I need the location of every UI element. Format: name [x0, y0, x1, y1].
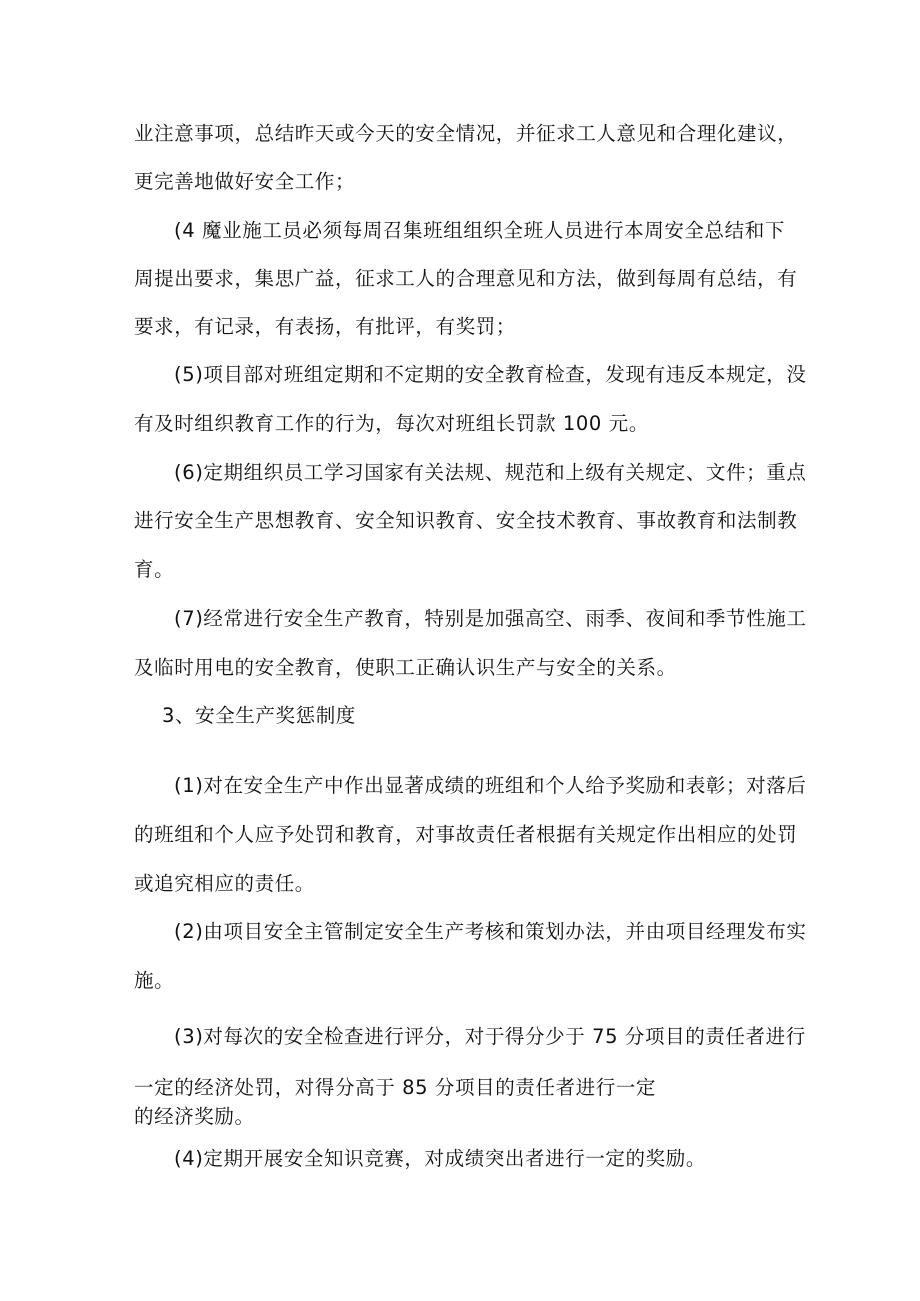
text-line-19: (3)对每次的安全检查进行评分，对于得分少于 75 分项目的责任者进行: [174, 1025, 806, 1048]
text-line-14: (1)对在安全生产中作出显著成绩的班组和个人给予奖励和表彰；对落后: [174, 774, 807, 797]
text-line-11: (7)经常进行安全生产教育，特别是加强高空、雨季、夜间和季节性施工: [174, 607, 807, 630]
text-line-4: 周提出要求，集思广益，征求工人的合理意见和方法，做到每周有总结，有: [134, 267, 798, 290]
text-line-3: (4 魔业施工员必须每周召集班组组织全班人员进行本周安全总结和下: [174, 219, 785, 242]
text-line-20: 一定的经济处罚，对得分高于 85 分项目的责任者进行一定: [134, 1076, 657, 1099]
text-line-5: 要求，有记录，有表扬，有批评，有奖罚；: [134, 315, 516, 338]
section-heading: 3、安全生产奖惩制度: [162, 704, 356, 727]
text-line-22: (4)定期开展安全知识竞赛，对成绩突出者进行一定的奖励。: [174, 1147, 706, 1170]
text-line-2: 更完善地做好安全工作；: [134, 170, 356, 193]
text-line-10: 育。: [134, 558, 175, 581]
text-line-6: (5)项目部对班组定期和不定期的安全教育检查，发现有违反本规定，没: [174, 363, 807, 386]
text-line-8: (6)定期组织员工学习国家有关法规、规范和上级有关规定、文件；重点: [174, 461, 807, 484]
text-line-12: 及临时用电的安全教育，使职工正确认识生产与安全的关系。: [134, 656, 677, 679]
text-line-9: 进行安全生产思想教育、安全知识教育、安全技术教育、事故教育和法制教: [134, 509, 798, 532]
text-line-7: 有及时组织教育工作的行为，每次对班组长罚款 100 元。: [134, 412, 649, 435]
text-line-16: 或追究相应的责任。: [134, 872, 315, 895]
text-line-1: 业注意事项，总结昨天或今天的安全情况，并征求工人意见和合理化建议，: [134, 122, 798, 145]
text-line-21: 的经济奖励。: [134, 1105, 255, 1128]
text-line-18: 施。: [134, 969, 175, 992]
text-line-15: 的班组和个人应予处罚和教育，对事故责任者根据有关规定作出相应的处罚: [134, 823, 798, 846]
text-line-17: (2)由项目安全主管制定安全生产考核和策划办法，并由项目经理发布实: [174, 920, 807, 943]
